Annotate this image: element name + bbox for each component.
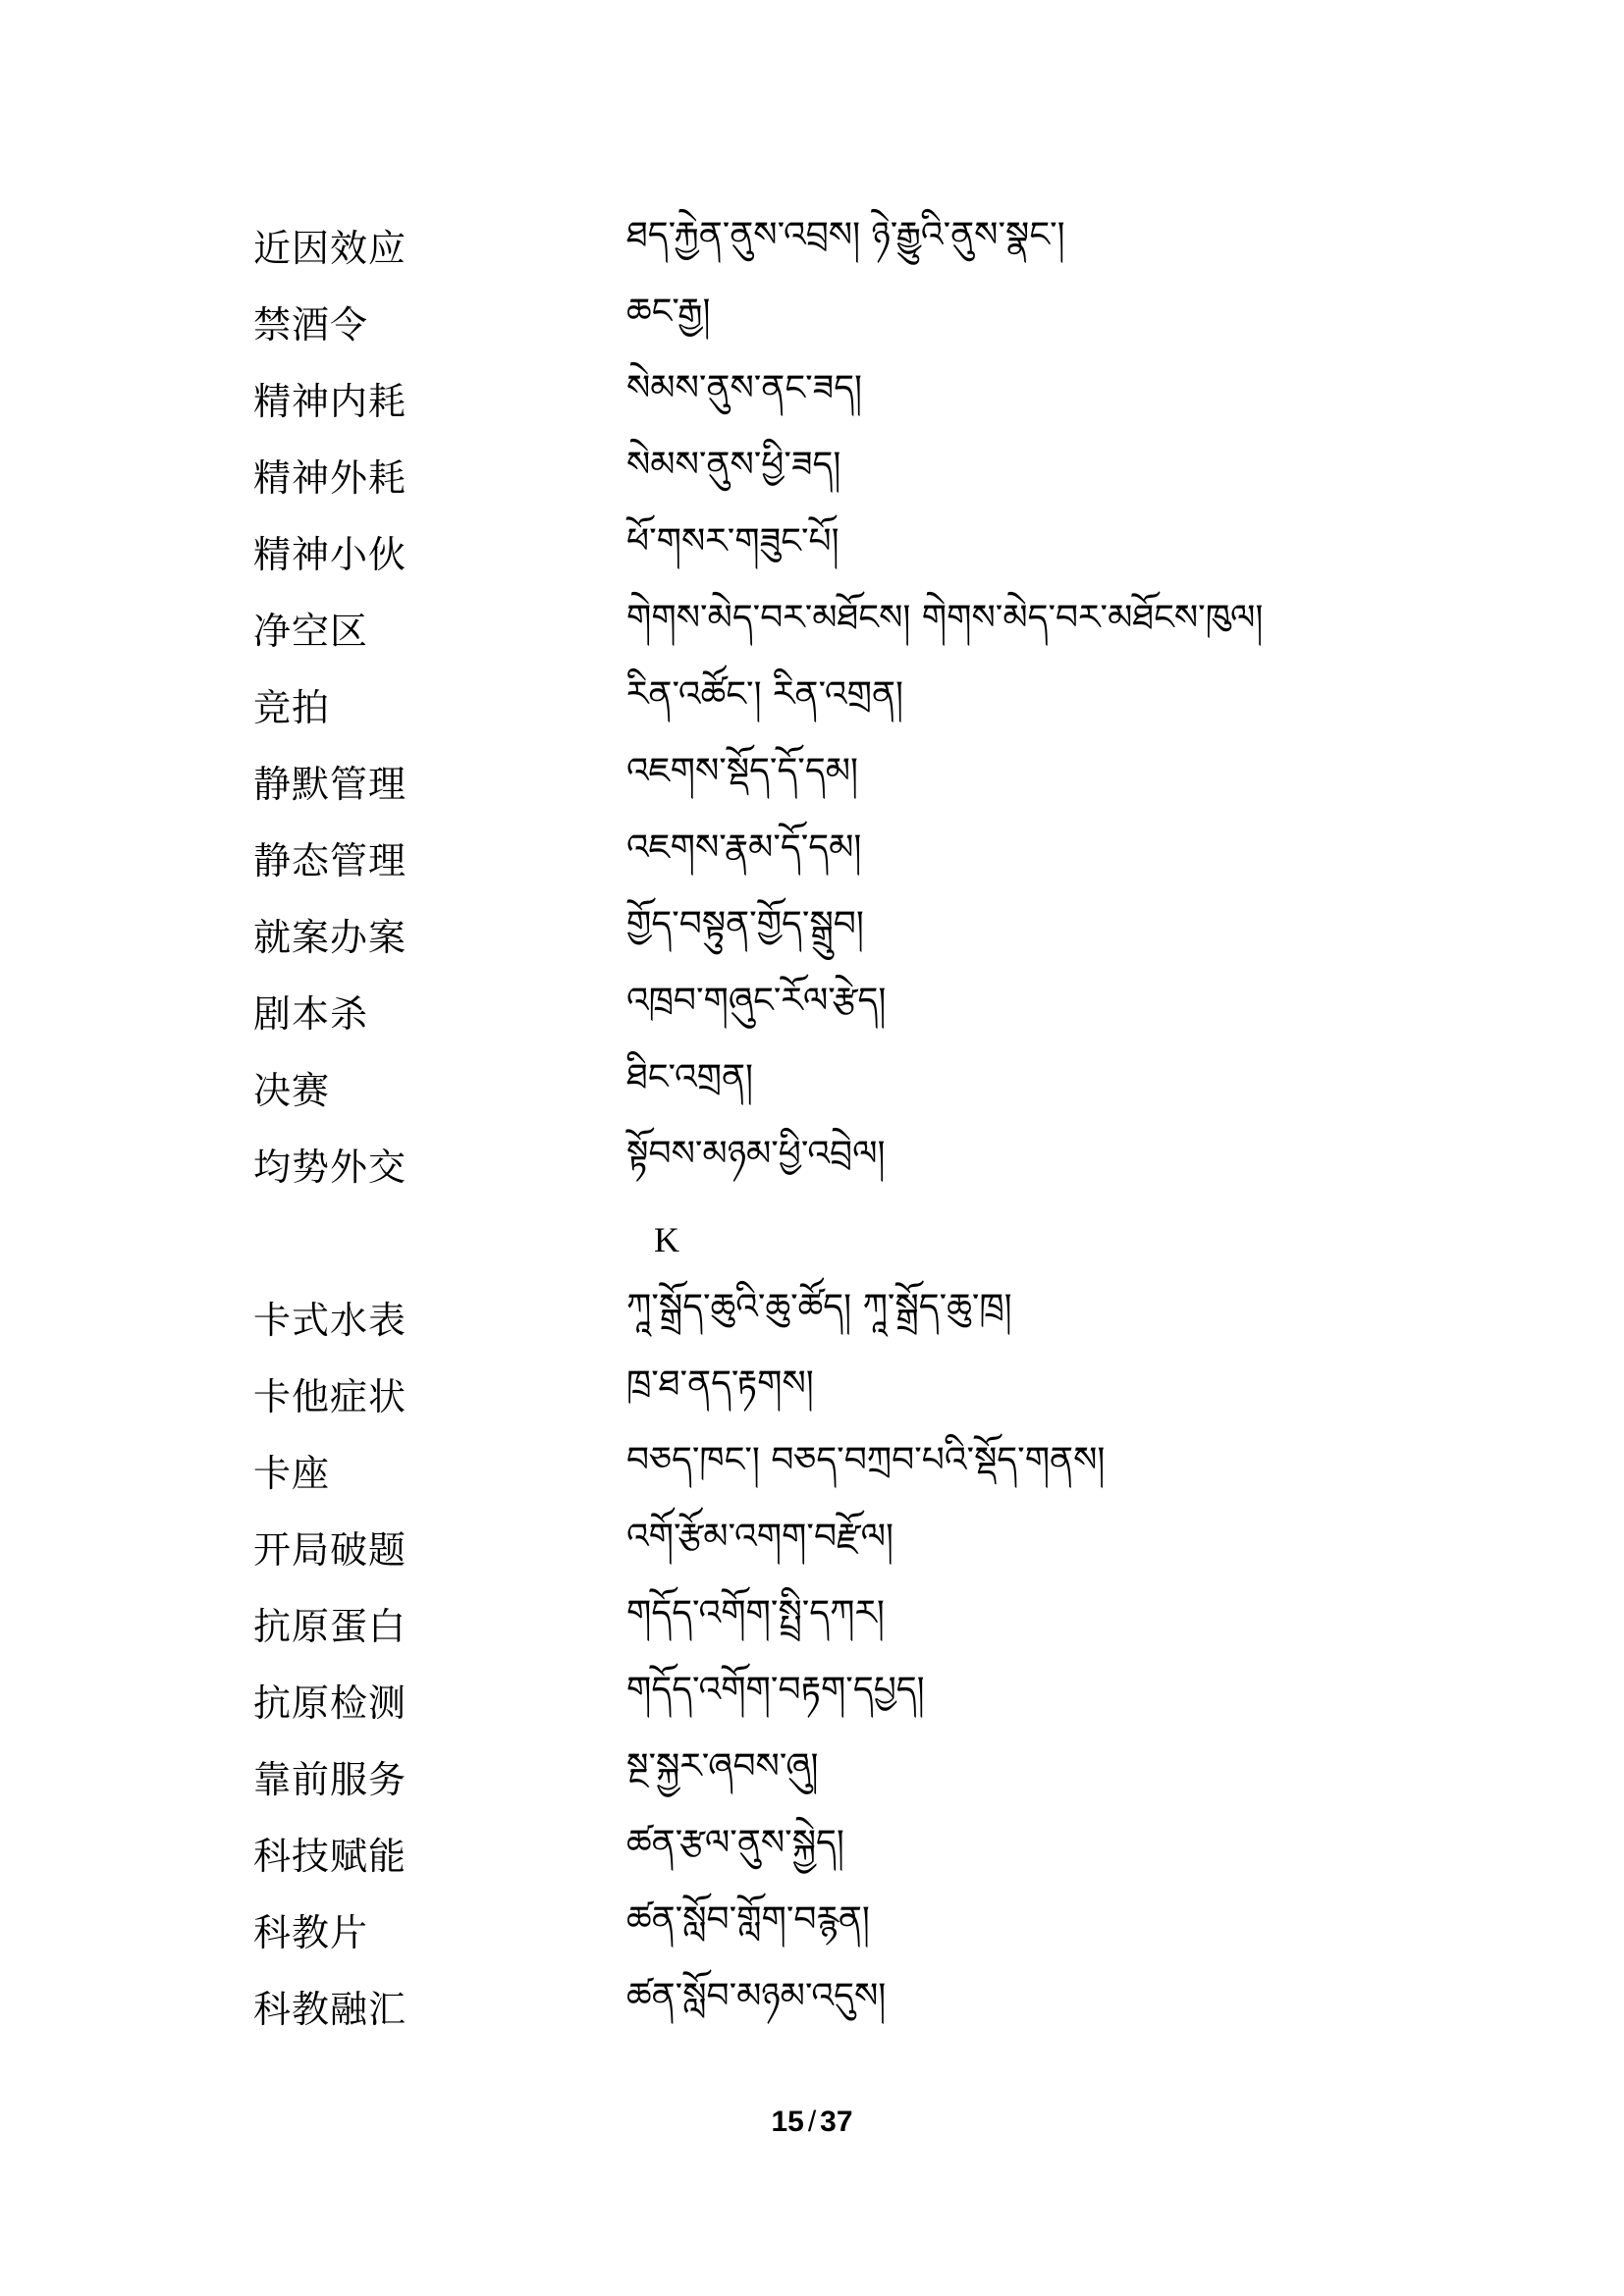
tibetan-term: སྔ་སྐྱར་ཞབས་ཞུ། [626, 1746, 819, 1787]
tibetan-term: ཚན་རྩལ་ནུས་སྐྱེད། [626, 1823, 844, 1863]
chinese-term: 开局破题 [253, 1527, 407, 1572]
tibetan-term: འཁྲབ་གཞུང་རོལ་རྩེད། [626, 981, 887, 1021]
tibetan-term: འཇགས་རྣམ་དོ་དམ། [626, 828, 862, 868]
page-separator: / [807, 2106, 817, 2138]
chinese-term: 卡他症状 [253, 1374, 407, 1418]
tibetan-term: གྱོད་བསྟུན་གྱོད་སྒྲུབ། [626, 904, 864, 944]
chinese-term: 卡座 [253, 1451, 331, 1495]
glossary-entry [253, 1278, 1432, 1355]
page-total: 37 [820, 2106, 853, 2138]
page-number [0, 2106, 1624, 2139]
tibetan-term: རིན་འཚོང་། རིན་འགྲན། [626, 674, 903, 715]
chinese-term: 科技赋能 [253, 1834, 407, 1878]
tibetan-term: སྟོབས་མཉམ་ཕྱི་འབྲེལ། [626, 1134, 886, 1174]
glossary-list [253, 206, 1432, 2044]
tibetan-term: ཚན་སློབ་གློག་བརྙན། [626, 1899, 870, 1940]
tibetan-term: བཅད་ཁང་། བཅད་བཀྲབ་པའི་སྡོད་གནས། [626, 1440, 1106, 1480]
tibetan-term: ཐད་རྐྱེན་ནུས་འབྲས། ཉེ་རྒྱུའི་ནུས་སྣང་། [626, 215, 1065, 255]
chinese-term: 精神外耗 [253, 455, 407, 500]
glossary-entry [253, 1967, 1432, 2044]
chinese-term: 抗原检测 [253, 1681, 407, 1725]
chinese-term: 科教片 [253, 1910, 369, 1954]
glossary-entry [253, 206, 1432, 283]
section-letter: K [654, 1220, 679, 1259]
chinese-term: 剧本杀 [253, 991, 369, 1036]
tibetan-term: གདོད་འགོག་བརྟག་དཔྱད། [626, 1670, 925, 1710]
entries-after-group [253, 1278, 1432, 2044]
tibetan-term: ཚན་སློབ་མཉམ་འདུས། [626, 1976, 887, 2016]
chinese-term: 静默管理 [253, 762, 407, 806]
chinese-term: 近因效应 [253, 226, 407, 270]
glossary-entry [253, 359, 1432, 436]
tibetan-term: འཇགས་སྡོད་དོ་དམ། [626, 751, 858, 791]
chinese-term: 精神内耗 [253, 379, 407, 423]
chinese-term: 静态管理 [253, 838, 407, 882]
tibetan-term: སེམས་ནུས་ཕྱི་ཟད། [626, 445, 841, 485]
chinese-term: 决赛 [253, 1068, 331, 1112]
glossary-entry [253, 972, 1432, 1048]
tibetan-term: ཕོ་གསར་གཟུང་པོ། [626, 521, 839, 561]
chinese-term: 精神小伙 [253, 532, 407, 576]
chinese-term: 禁酒令 [253, 302, 369, 347]
tibetan-term: འགོ་རྩོམ་འགག་བརྫོལ། [626, 1517, 893, 1557]
tibetan-term: ཐིང་འགྲན། [626, 1057, 754, 1097]
chinese-term: 净空区 [253, 609, 369, 653]
glossary-entry [253, 1125, 1432, 1201]
chinese-term: 卡式水表 [253, 1298, 407, 1342]
chinese-term: 均势外交 [253, 1145, 407, 1189]
tibetan-term: ཆང་རྒྱ། [626, 292, 711, 332]
chinese-term: 就案办案 [253, 915, 407, 959]
tibetan-term: ཁྲ་ཐ་ནད་རྟགས། [626, 1363, 814, 1404]
glossary-entry [253, 1661, 1432, 1737]
entries-before-group [253, 206, 1432, 1201]
tibetan-term: གདོད་འགོག་སྤྲི་དཀར། [626, 1593, 885, 1633]
chinese-term: 靠前服务 [253, 1757, 407, 1801]
tibetan-term: ཀཱ་སྒྲོད་ཆུའི་ཆུ་ཚོད། ཀཱ་སྒྲོད་ཆུ་ཁྲ། [626, 1287, 1012, 1327]
tibetan-term: གེགས་མེད་བར་མཐོངས། གེགས་མེད་བར་མཐོངས་ཁུལ། [626, 598, 1264, 638]
chinese-term: 竞拍 [253, 685, 331, 729]
tibetan-term: སེམས་ནུས་ནང་ཟད། [626, 368, 863, 408]
chinese-term: 抗原蛋白 [253, 1604, 407, 1648]
page-current: 15 [771, 2106, 804, 2138]
chinese-term: 科教融汇 [253, 1987, 407, 2031]
